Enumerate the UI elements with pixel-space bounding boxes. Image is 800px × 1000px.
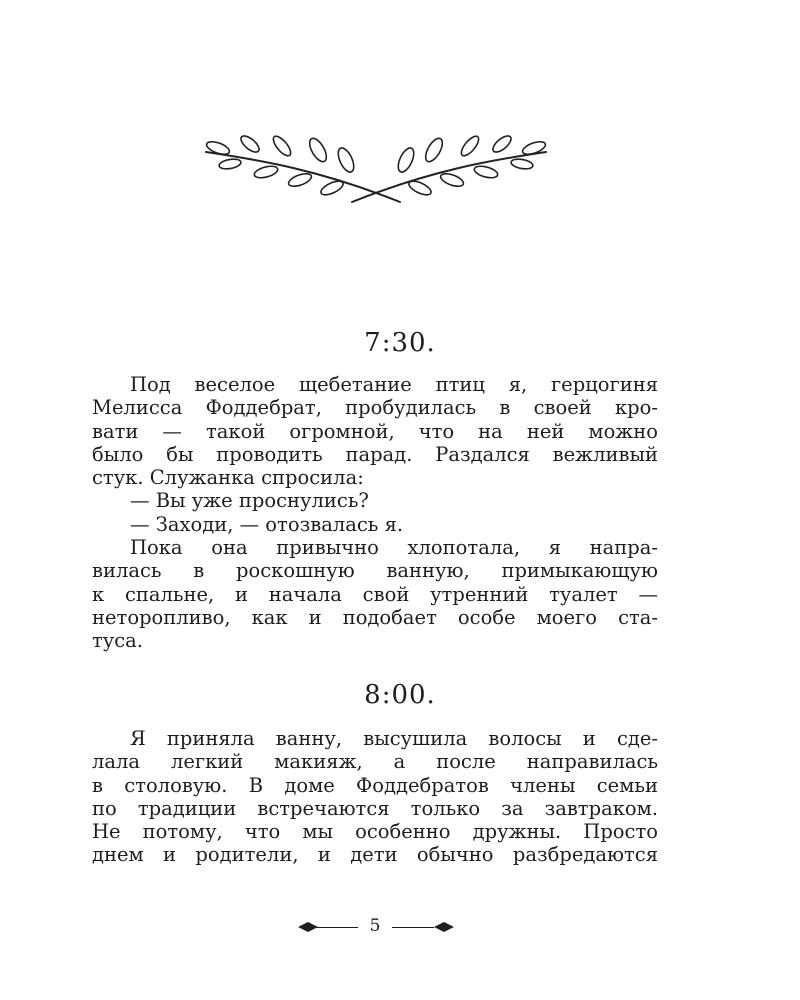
text-line: Под веселое щебетание птиц я, герцогиня bbox=[130, 373, 658, 396]
text-line: по традиции встречаются только за завтраком. bbox=[92, 796, 658, 820]
laurel-branches-icon bbox=[200, 130, 552, 210]
text-line: лала легкий макияж, а после направилась bbox=[92, 750, 658, 774]
page-footer bbox=[296, 914, 456, 940]
text-line: в столовую. В доме Фоддебратов члены семьи bbox=[92, 773, 658, 797]
text-line: неторопливо, как и подобает особе моего ста- bbox=[92, 605, 658, 629]
footer-rule-right bbox=[392, 927, 434, 928]
text-line: к спальне, и начала свой утренний туалет — bbox=[92, 582, 658, 606]
text-line: Мелисса Фоддебрат, пробудилась в своей кро- bbox=[92, 396, 658, 420]
text-line: днем и родители, и дети обычно разбредаются bbox=[92, 843, 658, 867]
text-line: туса. bbox=[92, 629, 144, 653]
floral-ornament bbox=[200, 130, 552, 210]
text-line: Я приняла ванну, высушила волосы и сде- bbox=[130, 727, 658, 750]
text-line: было бы проводить парад. Раздался вежливый bbox=[92, 442, 658, 466]
text-line: вати — такой огромной, что на ней можно bbox=[92, 419, 658, 443]
section-body bbox=[92, 727, 658, 867]
dialogue-line: — Вы уже проснулись? bbox=[130, 489, 369, 513]
dialogue-line: — Заходи, — отозвалась я. bbox=[130, 512, 404, 536]
text-line: Пока она привычно хлопотала, я напра- bbox=[130, 536, 658, 560]
section-body bbox=[92, 373, 658, 653]
footer-rule-left bbox=[316, 927, 358, 928]
footer-ornament-right-icon bbox=[432, 920, 456, 934]
page-number: 5 bbox=[369, 916, 381, 936]
text-line: стук. Служанка спросила: bbox=[92, 466, 364, 490]
text-line: вилась в роскошную ванную, примыкающую bbox=[92, 559, 658, 583]
section-time-heading: 7:30. bbox=[364, 328, 436, 358]
section-time-heading: 8:00. bbox=[364, 680, 436, 710]
text-line: Не потому, что мы особенно дружны. Просто bbox=[92, 820, 658, 844]
